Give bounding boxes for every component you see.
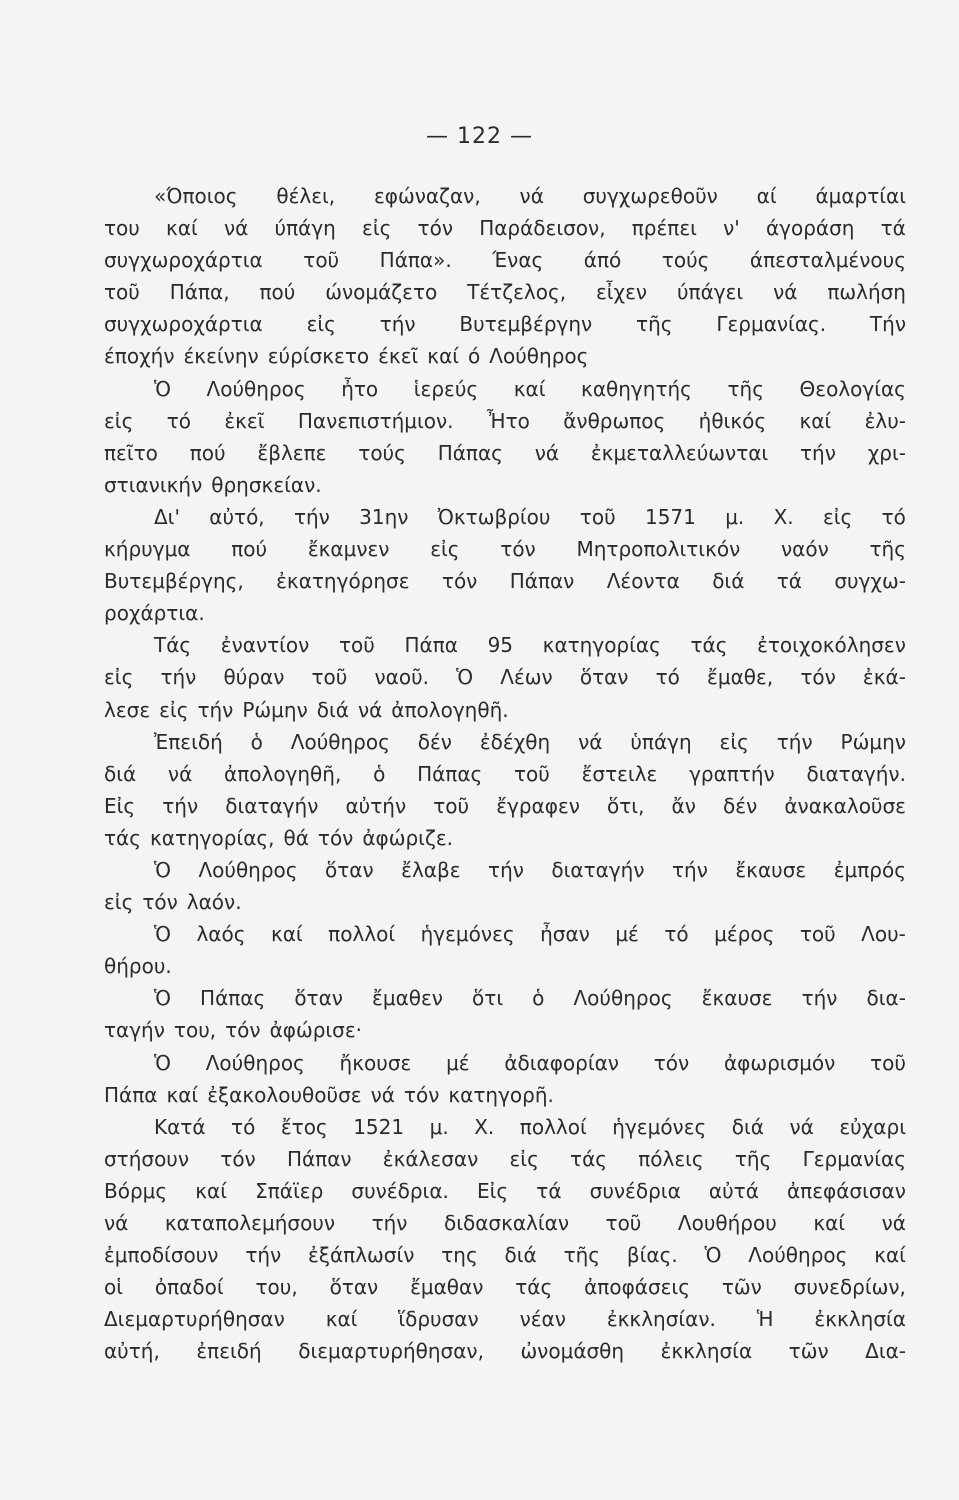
text-line: εἰς τό ἐκεῖ Πανεπιστήμιον. Ἦτο ἄνθρωπος ἠθικός καί ἐλυ- [104,408,906,433]
text-line: συγχωροχάρτια τοῦ Πάπα». Ένας άπό τούς άπεσταλμένους [104,248,906,273]
page-number: — 122 — [426,124,533,149]
text-line: διά νά ἀπολογηθῆ, ὁ Πάπας τοῦ ἔστειλε γραπτήν διαταγήν. [104,761,906,786]
text-line: ροχάρτια. [104,601,205,626]
text-line: νά καταπολεμήσουν τήν διδασκαλίαν τοῦ Λουθήρου καί νά [104,1211,906,1235]
text-line: αὐτή, ἐπειδή διεμαρτυρήθησαν, ὠνομάσθη ἐκκλησία τῶν Δια- [104,1339,906,1364]
text-line: εἰς τήν θύραν τοῦ ναοῦ. Ὁ Λέων ὅταν τό ἔμαθε, τόν ἐκά- [104,665,906,690]
text-line: Εἰς τήν διαταγήν αὐτήν τοῦ ἔγραφεν ὅτι, ἄν δέν ἀνακαλοῦσε [104,793,906,818]
text-line: Διεμαρτυρήθησαν καί ἵδρυσαν νέαν ἐκκλησίαν. Ἡ ἐκκλησία [104,1307,906,1332]
text-line: Βυτεμβέργης, ἐκατηγόρησε τόν Πάπαν Λέοντα διά τά συγχω- [104,569,906,594]
text-line: πεῖτο πού ἔβλεπε τούς Πάπας νά ἐκμεταλλεύωνται τήν χρι- [104,440,906,465]
text-line: τάς κατηγορίας, θά τόν ἀφώριζε. [104,825,453,850]
text-line: Ὁ λαός καί πολλοί ἡγεμόνες ἦσαν μέ τό μέρος τοῦ Λου- [154,922,906,947]
text-line: Ἐπειδή ὁ Λούθηρος δέν ἐδέχθη νά ὑπάγη εἰς τήν Ρώμην [154,729,906,754]
text-line: θήρου. [104,954,172,979]
text-line: Ὁ Λούθηρος ὅταν ἔλαβε τήν διαταγήν τήν ἔκαυσε ἐμπρός [154,857,906,882]
text-line: Ὁ Πάπας ὅταν ἔμαθεν ὅτι ὁ Λούθηρος ἔκαυσε τήν δια- [154,986,906,1011]
text-line: έποχήν έκείνην εύρίσκετο έκεῖ καί ό Λούθηρος [104,344,589,369]
text-line: λεσε εἰς τήν Ρώμην διά νά ἀπολογηθῆ. [104,697,509,722]
text-line: τοῦ Πάπα, πού ώνομάζετο Τέτζελος, εἶχεν ύπάγει νά πωλήση [104,280,906,305]
body-text [104,180,906,1367]
text-line: Κατά τό ἔτος 1521 μ. Χ. πολλοί ἡγεμόνες διά νά εὐχαρι [154,1114,906,1139]
text-line: Τάς ἐναντίον τοῦ Πάπα 95 κατηγορίας τάς ἐτοιχοκόλησεν [154,633,906,658]
text-line: ταγήν του, τόν ἀφώρισε· [104,1018,363,1043]
text-line: στιανικήν θρησκείαν. [104,472,322,497]
text-line: Ὁ Λούθηρος ἤκουσε μέ ἀδιαφορίαν τόν ἀφωρισμόν τοῦ [154,1050,906,1075]
text-line: «Όποιος θέλει, εφώναζαν, νά συγχωρεθοῦν αί άμαρτίαι [154,184,906,208]
text-line: συγχωροχάρτια εἰς τήν Βυτεμβέργην τῆς Γερμανίας. Τήν [104,312,906,337]
text-line: οἱ ὀπαδοί του, ὅταν ἔμαθαν τάς ἀποφάσεις τῶν συνεδρίων, [104,1275,906,1300]
text-line: Δι' αὐτό, τήν 31ην Ὀκτωβρίου τοῦ 1571 μ. Χ. εἰς τό [154,504,906,529]
text-line: του καί νά ύπάγη εἰς τόν Παράδεισον, πρέπει ν' άγοράση τά [104,216,906,241]
text-line: στήσουν τόν Πάπαν ἐκάλεσαν εἰς τάς πόλεις τῆς Γερμανίας [104,1146,906,1171]
text-line: Ὁ Λούθηρος ἦτο ἱερεύς καί καθηγητής τῆς Θεολογίας [154,376,906,401]
text-line: κήρυγμα πού ἔκαμνεν εἰς τόν Μητροπολιτικόν ναόν τῆς [104,537,906,562]
text-line: ἐμποδίσουν τήν ἐξάπλωσίν της διά τῆς βίας. Ὁ Λούθηρος καί [104,1243,906,1268]
text-line: Πάπα καί ἐξακολουθοῦσε νά τόν κατηγορῆ. [104,1082,554,1107]
text-line: εἰς τόν λαόν. [104,890,242,915]
text-line: Βόρμς καί Σπάϊερ συνέδρια. Εἰς τά συνέδρια αὐτά ἀπεφάσισαν [104,1178,906,1203]
